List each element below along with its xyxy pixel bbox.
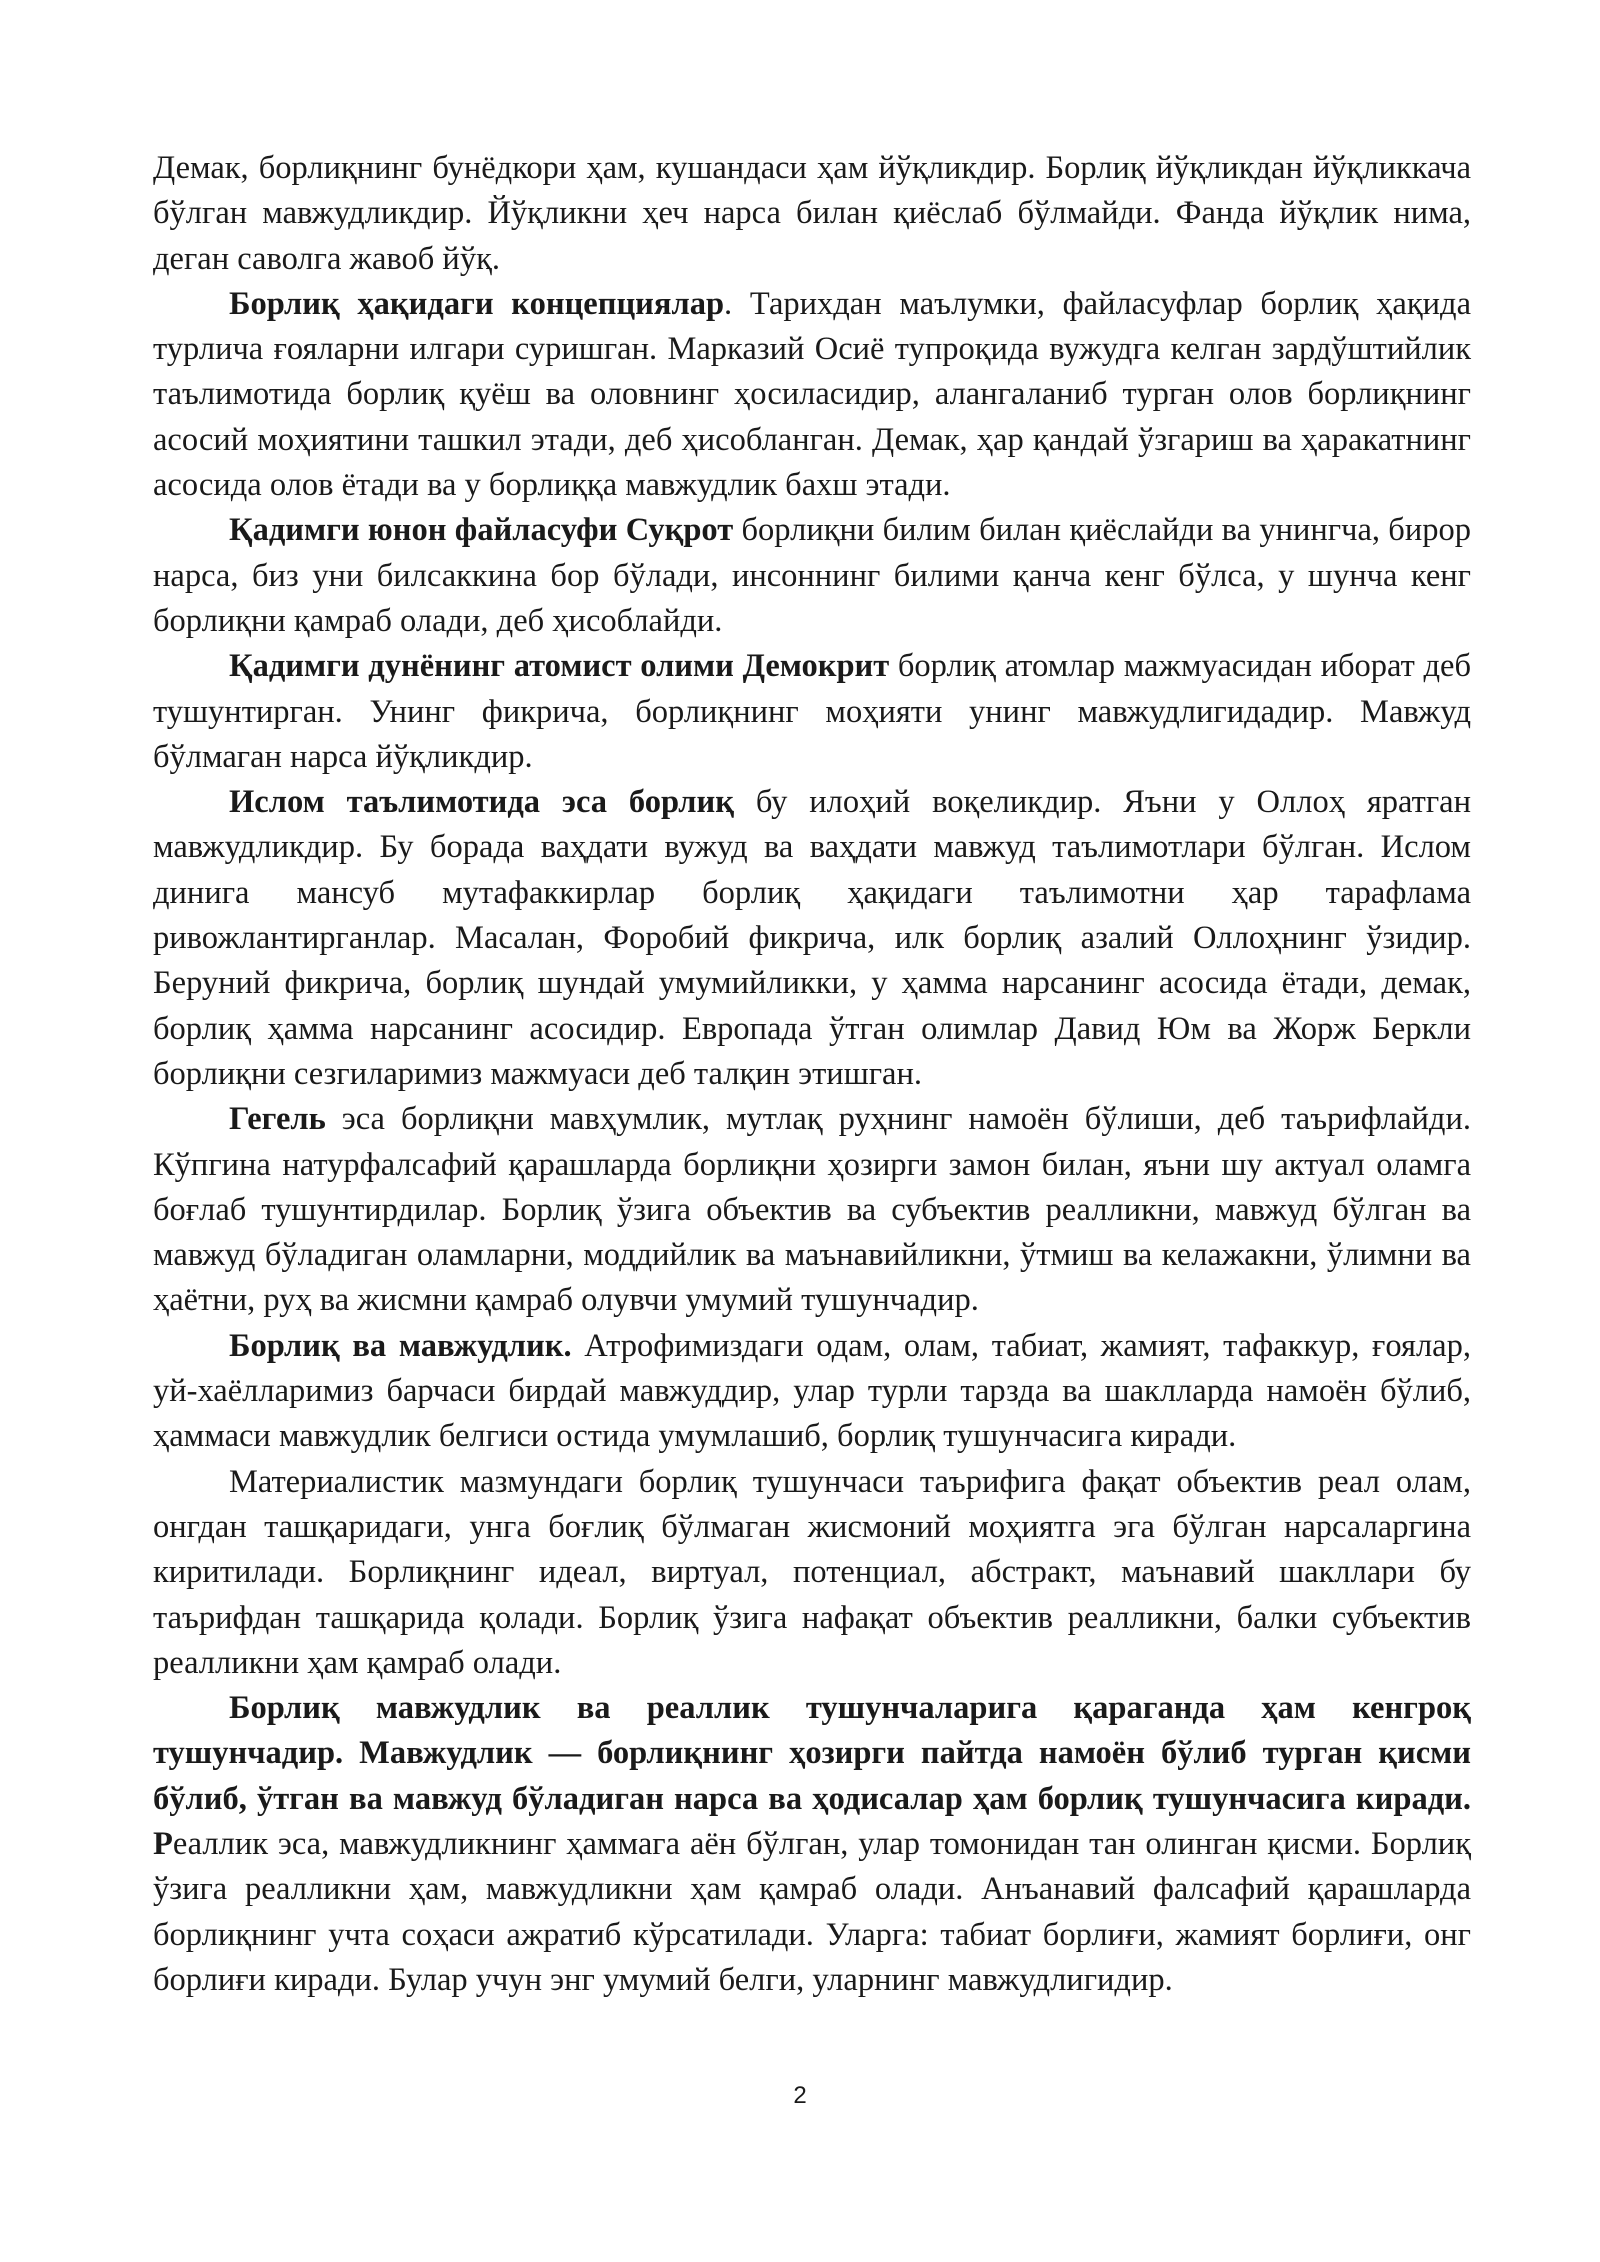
paragraph-9-bold: Борлиқ мавжудлик ва реаллик тушунчаларига қараганда ҳам кенгроқ тушунчадир. Мавжудлик — борлиқнинг ҳозирги пайтда намоён бўлиб турган қисми бўлиб, ўтган ва мавжуд бўладиган нарса ва ҳодисалар ҳам борлиқ тушунчасига киради. Р [153,1690,1471,1862]
paragraph-9 [153,1686,1471,2003]
paragraph-5 [153,780,1471,1097]
paragraph-5-bold: Ислом таълимотида эса борлиқ [229,784,734,821]
paragraph-7 [153,1324,1471,1460]
paragraph-3 [153,508,1471,644]
paragraph-3-bold: Қадимги юнон файласуфи Суқрот [229,512,734,549]
paragraph-3-text: борлиқни билим билан қиёслайди ва унингча, бирор нарса, биз уни билсаккина бор бўлади, инсоннинг билими қанча кенг бўлса, у шунча кенг борлиқни қамраб олади, деб ҳисоблайди. [153,512,1471,639]
paragraph-8-text: Материалистик мазмундаги борлиқ тушунчаси таърифига фақат объектив реал олам, онгдан ташқаридаги, унга боғлиқ бўлмаган жисмоний моҳиятга эга бўлган нарсаларгина киритилади. Борлиқнинг идеал, виртуал, потенциал, абстракт, маънавий шакллари бу таърифдан ташқарида қолади. Борлиқ ўзига нафақат объектив реалликни, балки субъектив реалликни ҳам қамраб олади. [153,1463,1471,1681]
paragraph-4 [153,644,1471,780]
paragraph-6-bold: Гегель [229,1101,326,1138]
page-number: 2 [793,2082,807,2109]
paragraph-4-bold: Қадимги дунёнинг атомист олими Демокрит [229,648,890,685]
paragraph-7-bold: Борлиқ ва мавжудлик. [229,1327,572,1364]
paragraph-6 [153,1097,1471,1323]
paragraph-2 [153,282,1471,508]
paragraph-8 [153,1460,1471,1686]
paragraph-9-text: еаллик эса, мавжудликнинг ҳаммага аён бўлган, улар томонидан тан олинган қисми. Борлиқ ўзига реалликни ҳам, мавжудликни ҳам қамраб олади. Анъанавий фалсафий қарашларда борлиқнинг учта соҳаси ажратиб кўрсатилади. Уларга: табиат борлиғи, жамият борлиғи, онг борлиғи киради. Булар учун энг умумий белги, уларнинг мавжудлигидир. [153,1825,1471,1998]
document-page [153,146,1471,2003]
paragraph-1 [153,146,1471,282]
paragraph-2-text: . Тарихдан маълумки, файласуфлар борлиқ ҳақида турлича ғояларни илгари суришган. Марказий Осиё тупроқида вужудга келган зардўштийлик таълимотида борлиқ қуёш ва оловнинг ҳосиласидир, алангаланиб турган олов борлиқнинг асосий моҳиятини ташкил этади, деб ҳисобланган. Демак, ҳар қандай ўзгариш ва ҳаракатнинг асосида олов ётади ва у борлиққа мавжудлик бахш этади. [153,285,1471,504]
paragraph-4-text: борлиқ атомлар мажмуасидан иборат деб тушунтирган. Унинг фикрича, борлиқнинг моҳияти унинг мавжудлигидадир. Мавжуд бўлмаган нарса йўқликдир. [153,648,1471,775]
paragraph-1-text: Демак, борлиқнинг бунёдкори ҳам, кушандаси ҳам йўқликдир. Борлиқ йўқликдан йўқликкача бўлган мавжудликдир. Йўқликни ҳеч нарса билан қиёслаб бўлмайди. Фанда йўқлик нима, деган саволга жавоб йўқ. [153,150,1471,277]
paragraph-5-text: бу илоҳий воқеликдир. Яъни у Оллоҳ яратган мавжудликдир. Бу борада ваҳдати вужуд ва ваҳдати мавжуд таълимотлари бўлган. Ислом динига мансуб мутафаккирлар борлиқ ҳақидаги таълимотни ҳар тарафлама ривожлантирганлар. Масалан, Форобий фикрича, илк борлиқ азалий Оллоҳнинг ўзидир. Беруний фикрича, борлиқ шундай умумийликки, у ҳамма нарсанинг асосида ётади, демак, борлиқ ҳамма нарсанинг асосидир. Европада ўтган олимлар Давид Юм ва Жорж Беркли борлиқни сезгиларимиз мажмуаси деб талқин этишган. [153,784,1471,1092]
paragraph-7-text: Атрофимиздаги одам, олам, табиат, жамият, тафаккур, ғоялар, уй-хаёлларимиз барчаси бирдай мавжуддир, улар турли тарзда ва шаклларда намоён бўлиб, ҳаммаси мавжудлик белгиси остида умумлашиб, борлиқ тушунчасига киради. [153,1327,1471,1455]
paragraph-2-bold: Борлиқ ҳақидаги концепциялар [229,285,725,322]
paragraph-6-text: эса борлиқни мавҳумлик, мутлақ руҳнинг намоён бўлиши, деб таърифлайди. Кўпгина натурфалсафий қарашларда борлиқни ҳозирги замон билан, яъни шу актуал оламга боғлаб тушунтирдилар. Борлиқ ўзига объектив ва субъектив реалликни, мавжуд бўлган ва мавжуд бўладиган оламларни, моддийлик ва маънавийликни, ўтмиш ва келажакни, ўлимни ва ҳаётни, руҳ ва жисмни қамраб олувчи умумий тушунчадир. [153,1101,1471,1319]
